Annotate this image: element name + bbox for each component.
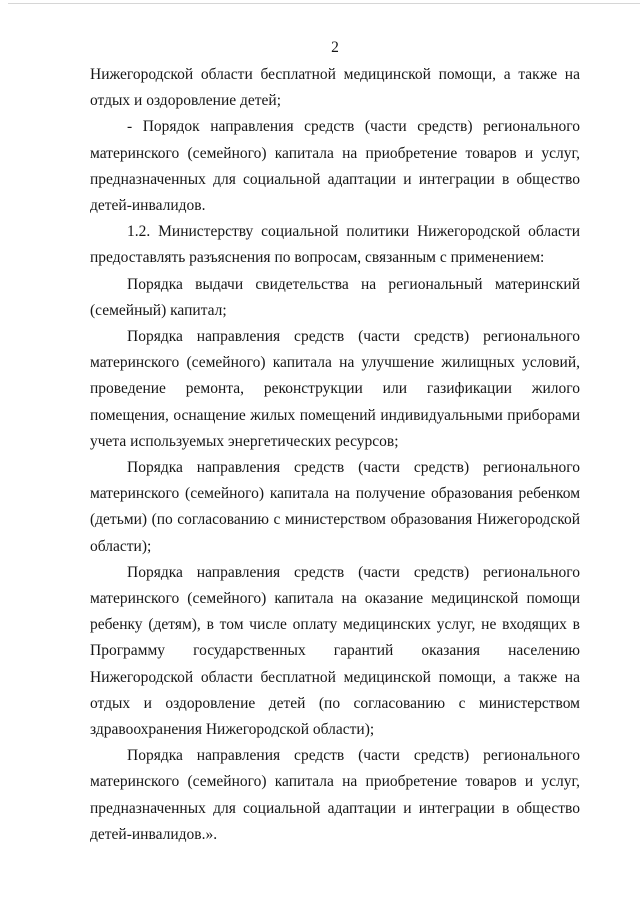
paragraph-medical-order: Порядка направления средств (части средств) регионального материнского (семейного) капитала на оказание медицинской помощи ребенку (детям), в том числе оплату медицинских услуг, не входящих в Программу государственных гарантий оказания населению Нижегородской области бесплатной медицинской помощи, а также на отдых и оздоровление детей (по согласованию с министерством здравоохранения Нижегородской области); bbox=[90, 563, 580, 739]
page-number: 2 bbox=[331, 39, 339, 56]
document-page bbox=[90, 38, 580, 848]
paragraph-social-adaptation: - Порядок направления средств (части средств) регионального материнского (семейного) капитала на приобретение товаров и услуг, предназначенных для социальной адаптации и интеграции в общество детей-инвалидов. bbox=[90, 118, 580, 215]
paragraph-ministry-clarifications: 1.2. Министерству социальной политики Нижегородской области предоставлять разъяснения по вопросам, связанным с применением: bbox=[90, 223, 580, 267]
paragraph-education-order: Порядка направления средств (части средств) регионального материнского (семейного) капитала на получение образования ребенком (детьми) (по согласованию с министерством образования Нижегородской области); bbox=[90, 459, 580, 555]
paragraph-disabled-children-order: Порядка направления средств (части средств) регионального материнского (семейного) капитала на приобретение товаров и услуг, предназначенных для социальной адаптации и интеграции в общество детей-инвалидов.». bbox=[90, 747, 580, 843]
paragraph-housing-order: Порядка направления средств (части средств) регионального материнского (семейного) капитала на улучшение жилищных условий, проведение ремонта, реконструкции или газификации жилого помещения, оснащение жилых помещений индивидуальными приборами учета используемых энергетических ресурсов; bbox=[90, 328, 580, 450]
scan-edge-line bbox=[8, 3, 640, 4]
paragraph-continuation: Нижегородской области бесплатной медицинской помощи, а также на отдых и оздоровление детей; bbox=[90, 66, 580, 110]
paragraph-certificate-order: Порядка выдачи свидетельства на региональный материнский (семейный) капитал; bbox=[90, 275, 580, 319]
